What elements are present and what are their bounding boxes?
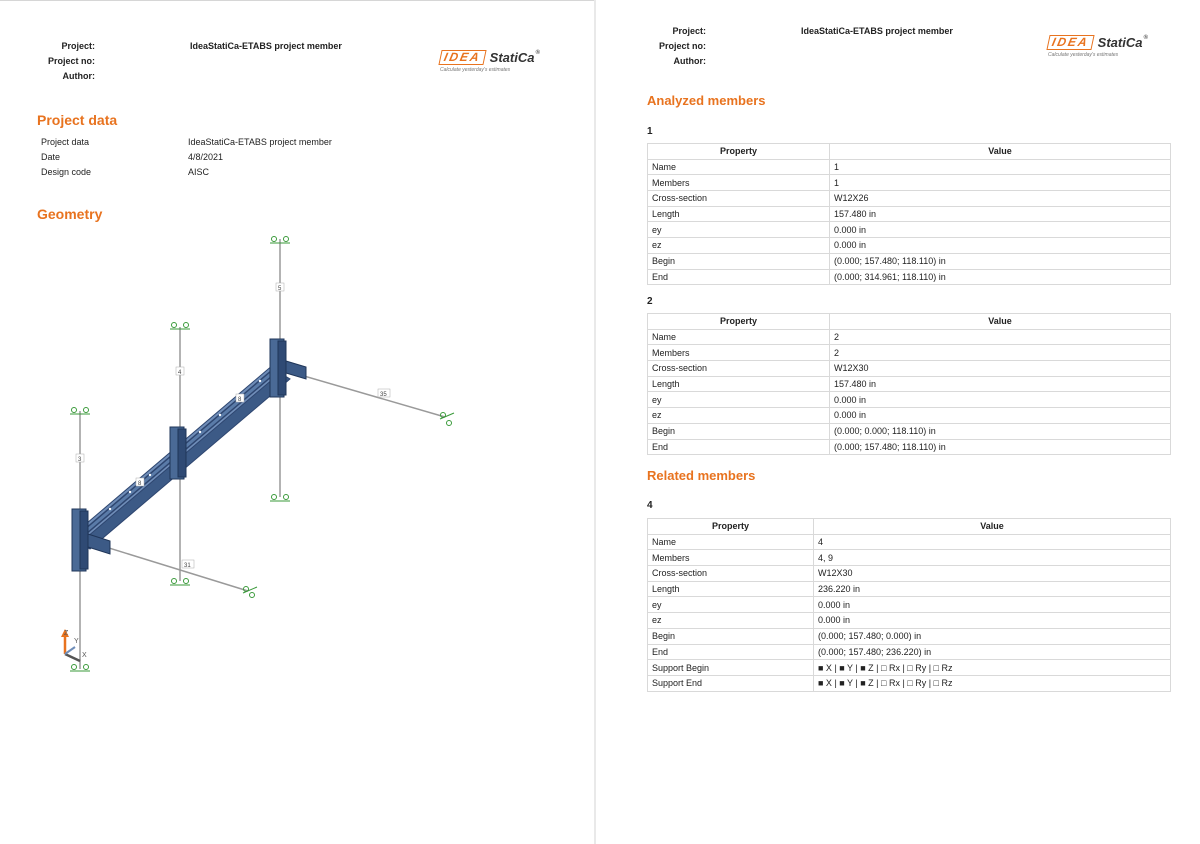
project-label: Project: <box>61 41 95 51</box>
table-row <box>648 597 1171 613</box>
member-label-3: 3 <box>78 457 82 463</box>
cell-value: ■ X | ■ Y | ■ Z | □ Rx | □ Ry | □ Rz <box>814 675 1171 691</box>
logo-idea-text: IDEA <box>438 50 486 65</box>
cell-value: (0.000; 314.961; 118.110) in <box>830 269 1171 285</box>
axis-x-label: X <box>82 652 87 659</box>
cell-property: ey <box>648 597 814 613</box>
author-label: Author: <box>62 71 95 81</box>
report-page-2 <box>596 0 1200 844</box>
project-data-key: Date <box>41 152 61 162</box>
cell-value: 1 <box>830 159 1171 175</box>
supports <box>70 237 454 672</box>
logo-tagline: Calculate yesterday's estimates <box>440 67 511 73</box>
table-row <box>648 613 1171 629</box>
cell-value: 157.480 in <box>830 206 1171 222</box>
cell-property: Members <box>648 550 814 566</box>
cell-property: Name <box>648 159 830 175</box>
cell-value: 0.000 in <box>830 408 1171 424</box>
header-property: Property <box>648 314 830 330</box>
table-row <box>648 238 1171 254</box>
author-label: Author: <box>673 56 706 66</box>
cell-property: Begin <box>648 423 830 439</box>
header-value: Value <box>830 144 1171 160</box>
project-data-value: AISC <box>188 167 210 177</box>
table-row <box>648 423 1171 439</box>
table-row <box>648 566 1171 582</box>
project-label: Project: <box>672 26 706 36</box>
table-row <box>648 628 1171 644</box>
member-label-4: 4 <box>178 370 182 376</box>
cell-property: Cross-section <box>648 191 830 207</box>
table-row <box>648 376 1171 392</box>
header-value: Value <box>830 314 1171 330</box>
axis-z-label: Z <box>64 630 69 637</box>
table-row <box>648 534 1171 550</box>
header-property: Property <box>648 519 814 535</box>
report-page-1 <box>0 0 594 844</box>
related-members-title: Related members <box>647 468 756 483</box>
table-row <box>648 408 1171 424</box>
member-2-heading: 2 <box>647 296 653 307</box>
cell-property: ez <box>648 238 830 254</box>
table-row <box>648 361 1171 377</box>
cell-value: (0.000; 157.480; 118.110) in <box>830 253 1171 269</box>
cell-value: 0.000 in <box>814 613 1171 629</box>
support-icon <box>243 587 257 598</box>
project-data-key: Project data <box>41 137 90 147</box>
cell-property: Name <box>648 329 830 345</box>
table-row <box>648 191 1171 207</box>
cell-value: (0.000; 0.000; 118.110) in <box>830 423 1171 439</box>
project-data-row <box>41 165 332 180</box>
table-row <box>648 206 1171 222</box>
logo-tagline: Calculate yesterday's estimates <box>1048 52 1119 58</box>
cell-property: End <box>648 439 830 455</box>
table-row <box>648 253 1171 269</box>
cell-property: Begin <box>648 253 830 269</box>
cell-value: ■ X | ■ Y | ■ Z | □ Rx | □ Ry | □ Rz <box>814 660 1171 676</box>
cell-property: Length <box>648 206 830 222</box>
table-row <box>648 581 1171 597</box>
cell-property: End <box>648 269 830 285</box>
member-label-beam-1: 8 <box>238 397 242 403</box>
table-row <box>648 345 1171 361</box>
project-value: IdeaStatiCa-ETABS project member <box>801 26 953 36</box>
member-label-beam-2: 8 <box>138 481 142 487</box>
cell-property: Support Begin <box>648 660 814 676</box>
project-data-row <box>41 150 332 165</box>
logo-statica-text: StatiCa <box>489 50 535 65</box>
member-lines <box>80 239 445 669</box>
project-data-key: Design code <box>41 167 92 177</box>
geometry-title: Geometry <box>37 206 103 222</box>
table-row <box>648 159 1171 175</box>
logo-registered: ® <box>1143 35 1148 41</box>
axis-y-label: Y <box>74 638 79 645</box>
cell-property: Length <box>648 376 830 392</box>
cell-value: 0.000 in <box>830 392 1171 408</box>
member-4-table <box>647 518 1171 692</box>
project-data-row <box>41 135 332 150</box>
geometry-3d-view <box>30 229 470 689</box>
page-header <box>611 24 953 69</box>
cell-value: 2 <box>830 329 1171 345</box>
cell-property: ey <box>648 392 830 408</box>
cell-property: ez <box>648 613 814 629</box>
member-4-heading: 4 <box>647 500 653 511</box>
cell-value: (0.000; 157.480; 236.220) in <box>814 644 1171 660</box>
cell-property: Support End <box>648 675 814 691</box>
cell-value: 236.220 in <box>814 581 1171 597</box>
project-no-label: Project no: <box>47 56 95 66</box>
cell-value: W12X30 <box>814 566 1171 582</box>
cell-property: Length <box>648 581 814 597</box>
support-icon <box>440 413 454 426</box>
member-label-5: 5 <box>278 286 282 292</box>
project-data-title: Project data <box>37 112 118 128</box>
table-row <box>648 550 1171 566</box>
member-2-table <box>647 313 1171 455</box>
table-row <box>648 269 1171 285</box>
cell-value: 4, 9 <box>814 550 1171 566</box>
cell-value: W12X30 <box>830 361 1171 377</box>
cell-property: ey <box>648 222 830 238</box>
axes-triad <box>61 629 87 661</box>
cell-value: 4 <box>814 534 1171 550</box>
cell-value: (0.000; 157.480; 0.000) in <box>814 628 1171 644</box>
member-1-table <box>647 143 1171 285</box>
table-row <box>648 175 1171 191</box>
table-row <box>648 392 1171 408</box>
project-value: IdeaStatiCa-ETABS project member <box>190 41 342 51</box>
cell-property: Cross-section <box>648 566 814 582</box>
table-row <box>648 660 1171 676</box>
cell-value: W12X26 <box>830 191 1171 207</box>
cell-value: 0.000 in <box>830 222 1171 238</box>
cell-property: Members <box>648 345 830 361</box>
cell-value: 2 <box>830 345 1171 361</box>
cell-property: Name <box>648 534 814 550</box>
table-row <box>648 439 1171 455</box>
header-value: Value <box>814 519 1171 535</box>
cell-property: ez <box>648 408 830 424</box>
cell-value: 0.000 in <box>814 597 1171 613</box>
cell-property: Members <box>648 175 830 191</box>
project-data-value: IdeaStatiCa-ETABS project member <box>188 137 332 147</box>
project-data-value: 4/8/2021 <box>188 152 224 162</box>
table-row <box>648 222 1171 238</box>
idea-statica-logo <box>440 50 540 73</box>
cell-value: 1 <box>830 175 1171 191</box>
member-label-35: 35 <box>380 392 387 398</box>
table-row <box>648 644 1171 660</box>
idea-statica-logo <box>1048 35 1148 58</box>
cell-value: 157.480 in <box>830 376 1171 392</box>
header-property: Property <box>648 144 830 160</box>
member-label-31: 31 <box>184 563 191 569</box>
table-row <box>648 675 1171 691</box>
cell-property: End <box>648 644 814 660</box>
cell-property: Cross-section <box>648 361 830 377</box>
analyzed-members-title: Analyzed members <box>647 93 766 108</box>
cell-property: Begin <box>648 628 814 644</box>
project-data-list <box>41 135 332 180</box>
member-1-heading: 1 <box>647 126 653 137</box>
project-no-label: Project no: <box>658 41 706 51</box>
logo-registered: ® <box>535 50 540 56</box>
logo-idea-text: IDEA <box>1046 35 1094 50</box>
cell-value: 0.000 in <box>830 238 1171 254</box>
cell-value: (0.000; 157.480; 118.110) in <box>830 439 1171 455</box>
page-header <box>0 39 342 84</box>
table-row <box>648 329 1171 345</box>
logo-statica-text: StatiCa <box>1097 35 1143 50</box>
